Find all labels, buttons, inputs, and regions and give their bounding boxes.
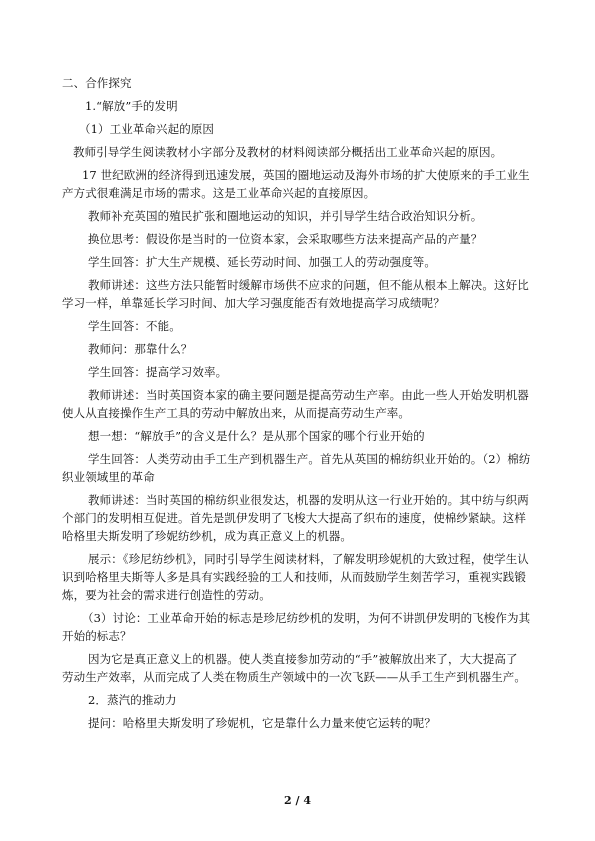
paragraph-line: 教师补充英国的殖民扩张和圈地运动的知识，并引导学生结合政治知识分析。	[88, 209, 483, 223]
paragraph-line: 炼，要为社会的需求进行创造性的劳动。	[62, 588, 271, 602]
page-number: 2 / 4	[284, 794, 311, 807]
subsection-heading: 1.“解放”手的发明	[85, 99, 178, 113]
section-heading: 二、合作探究	[62, 76, 132, 90]
paragraph-line: 学生回答：提高学习效率。	[88, 365, 228, 379]
paragraph-line: 教师引导学生阅读教材小字部分及教材的材料阅读部分概括出工业革命兴起的原因。	[73, 145, 503, 159]
subsection-heading: 2．蒸汽的推动力	[88, 693, 177, 707]
paragraph-line: 学生回答：不能。	[88, 319, 181, 333]
paragraph-line: 学生回答：扩大生产规模、延长劳动时间、加强工人的劳动强度等。	[88, 255, 436, 269]
paragraph-line: （3）讨论：工业革命开始的标志是珍尼纺纱机的发明，为何不讲凯伊发明的飞梭作为其	[82, 611, 531, 625]
paragraph-line: 使人从直接操作生产工具的劳动中解放出来，从而提高劳动生产率。	[62, 406, 410, 420]
paragraph-line: 织业领域里的革命	[62, 470, 155, 484]
paragraph-line: 产方式很难满足市场的需求。这是工业革命兴起的直接原因。	[62, 186, 376, 200]
paragraph-line: 想一想：“解放手”的含义是什么？是从那个国家的哪个行业开始的	[88, 429, 425, 443]
paragraph-line: 17 世纪欧洲的经济得到迅速发展，英国的圈地运动及海外市场的扩大使原来的手工业生	[82, 168, 530, 182]
paragraph-line: 识到哈格里夫斯等人多是具有实践经验的工人和技师，从而鼓励学生刻苦学习，重视实践锻	[62, 570, 526, 584]
paragraph-line: 个部门的发明相互促进。首先是凯伊发明了飞梭大大提高了织布的速度，使棉纱紧缺。这样	[62, 511, 526, 525]
paragraph-line: 因为它是真正意义上的机器。使人类直接参加劳动的“手”被解放出来了，大大提高了	[88, 652, 518, 666]
paragraph-line: 教师问：那靠什么？	[88, 342, 193, 356]
paragraph-line: 开始的标志？	[62, 629, 132, 643]
paragraph-line: 换位思考：假设你是当时的一位资本家，会采取哪些方法来提高产品的产量？	[88, 232, 483, 246]
subsubsection-heading: （1）工业革命兴起的原因	[79, 122, 215, 136]
paragraph-line: 教师讲述：当时英国资本家的确主要问题是提高劳动生产率。由此一些人开始发明机器	[88, 388, 529, 402]
paragraph-line: 提问：哈格里夫斯发明了珍妮机，它是靠什么力量来使它运转的呢？	[88, 716, 436, 730]
paragraph-line: 教师讲述：当时英国的棉纺织业很发达，机器的发明从这一行业开始的。其中纺与织两	[88, 493, 529, 507]
paragraph-line: 学习一样，单靠延长学习时间、加大学习强度能否有效地提高学习成绩呢？	[62, 296, 445, 310]
paragraph-line: 教师讲述：这些方法只能暂时缓解市场供不应求的问题，但不能从根本上解决。这好比	[88, 278, 529, 292]
paragraph-line: 哈格里夫斯发明了珍妮纺纱机，成为真正意义上的机器。	[62, 529, 352, 543]
document-body	[62, 76, 536, 730]
paragraph-line: 劳动生产效率，从而完成了人类在物质生产领域中的一次飞跃——从手工生产到机器生产。	[62, 670, 526, 684]
paragraph-line: 展示：《珍尼纺纱机》，同时引导学生阅读材料，了解发明珍妮机的大致过程，使学生认	[88, 552, 529, 566]
paragraph-line: 学生回答：人类劳动由手工生产到机器生产。首先从英国的棉纺织业开始的。（2）棉纺	[88, 452, 531, 466]
